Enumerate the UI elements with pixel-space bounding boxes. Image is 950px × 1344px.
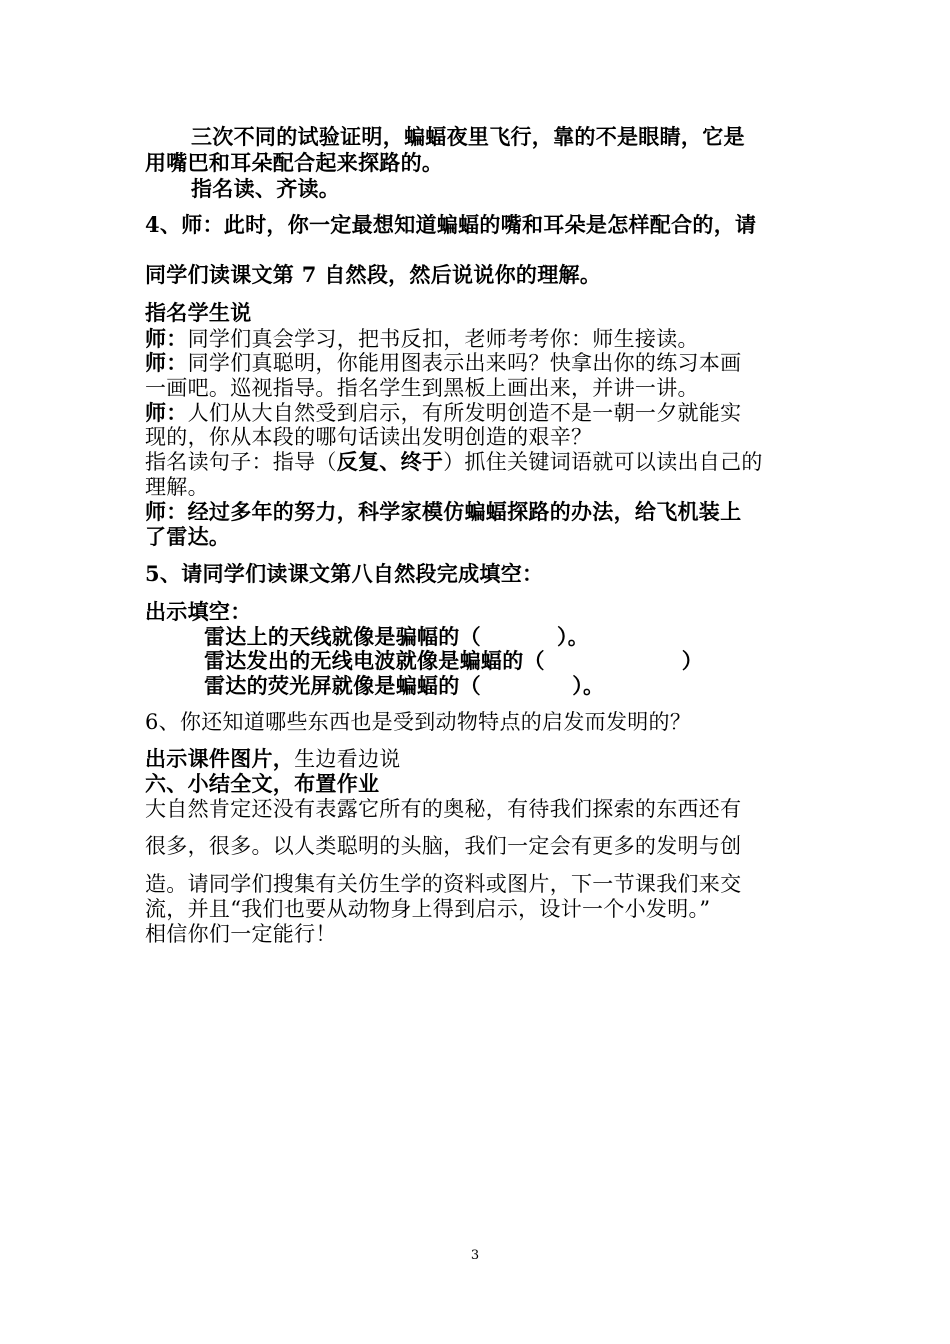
guide-text-a: 指名读句子：指导（ xyxy=(145,450,337,474)
guide-line-cont: 理解。 xyxy=(145,475,209,499)
courseware-bold: 出示课件图片， xyxy=(145,746,295,771)
section-6-heading: 六、小结全文，布置作业 xyxy=(145,771,380,796)
teacher-line-4-cont: 了雷达。 xyxy=(145,524,231,549)
teacher-line-1 xyxy=(145,326,699,352)
guide-text-b: ）抓住关键词语就可以读出自己的 xyxy=(443,450,763,474)
guide-line xyxy=(145,449,763,475)
teacher-prefix: 师： xyxy=(145,400,188,425)
fill-blank-1: 雷达上的天线就像是骗幅的（ ）。 xyxy=(204,624,590,649)
summary-line-3: 造。请同学们搜集有关仿生学的资料或图片，下一节课我们来交 xyxy=(145,872,742,896)
student-speak: 指名学生说 xyxy=(145,300,252,325)
teacher-line-2 xyxy=(145,350,741,376)
question-4-line-1: 4、师：此时，你一定最想知道蝙蝠的嘴和耳朵是怎样配合的，请 xyxy=(145,212,757,237)
conclusion-line-2: 用嘴巴和耳朵配合起来探路的。 xyxy=(145,150,444,175)
summary-line-4: 流，并且“我们也要从动物身上得到启示，设计一个小发明。” xyxy=(145,897,711,921)
summary-line-1: 大自然肯定还没有表露它所有的奥秘，有待我们探索的东西还有 xyxy=(145,797,742,821)
teacher-text: 同学们真会学习，把书反扣，老师考考你：师生接读。 xyxy=(187,327,699,351)
question-6: 6、你还知道哪些东西也是受到动物特点的启发而发明的？ xyxy=(145,710,692,734)
fill-blank-title: 出示填空： xyxy=(145,599,252,624)
keywords: 反复、终于 xyxy=(336,449,444,474)
question-5: 5、请同学们读课文第八自然段完成填空： xyxy=(145,561,544,586)
courseware-rest: 生边看边说 xyxy=(294,747,401,771)
teacher-text: 人们从大自然受到启示，有所发明创造不是一朝一夕就能实 xyxy=(187,401,742,425)
courseware-line xyxy=(145,746,401,772)
teacher-line-3-cont: 现的，你从本段的哪句话读出发明创造的艰辛？ xyxy=(145,425,593,449)
teacher-text: 同学们真聪明，你能用图表示出来吗？快拿出你的练习本画 xyxy=(187,351,742,375)
teacher-line-4: 师：经过多年的努力，科学家模仿蝙蝠探路的办法，给飞机装上 xyxy=(145,499,742,524)
summary-line-2: 很多，很多。以人类聪明的头脑，我们一定会有更多的发明与创 xyxy=(145,834,742,858)
read-instruction: 指名读、齐读。 xyxy=(191,176,341,201)
conclusion-line-1: 三次不同的试验证明，蝙蝠夜里飞行，靠的不是眼睛，它是 xyxy=(191,124,745,149)
fill-blank-2: 雷达发出的无线电波就像是蝙蝠的（ ） xyxy=(204,648,704,673)
summary-line-5: 相信你们一定能行！ xyxy=(145,922,337,946)
page-number: 3 xyxy=(470,1248,480,1263)
teacher-line-2-cont: 一画吧。巡视指导。指名学生到黑板上画出来，并讲一讲。 xyxy=(145,376,699,400)
teacher-prefix: 师： xyxy=(145,350,188,375)
question-4-line-2: 同学们读课文第 7 自然段，然后说说你的理解。 xyxy=(145,262,602,287)
teacher-line-3 xyxy=(145,400,741,426)
fill-blank-3: 雷达的荧光屏就像是蝙蝠的（ ）。 xyxy=(204,673,605,698)
teacher-prefix: 师： xyxy=(145,326,188,351)
